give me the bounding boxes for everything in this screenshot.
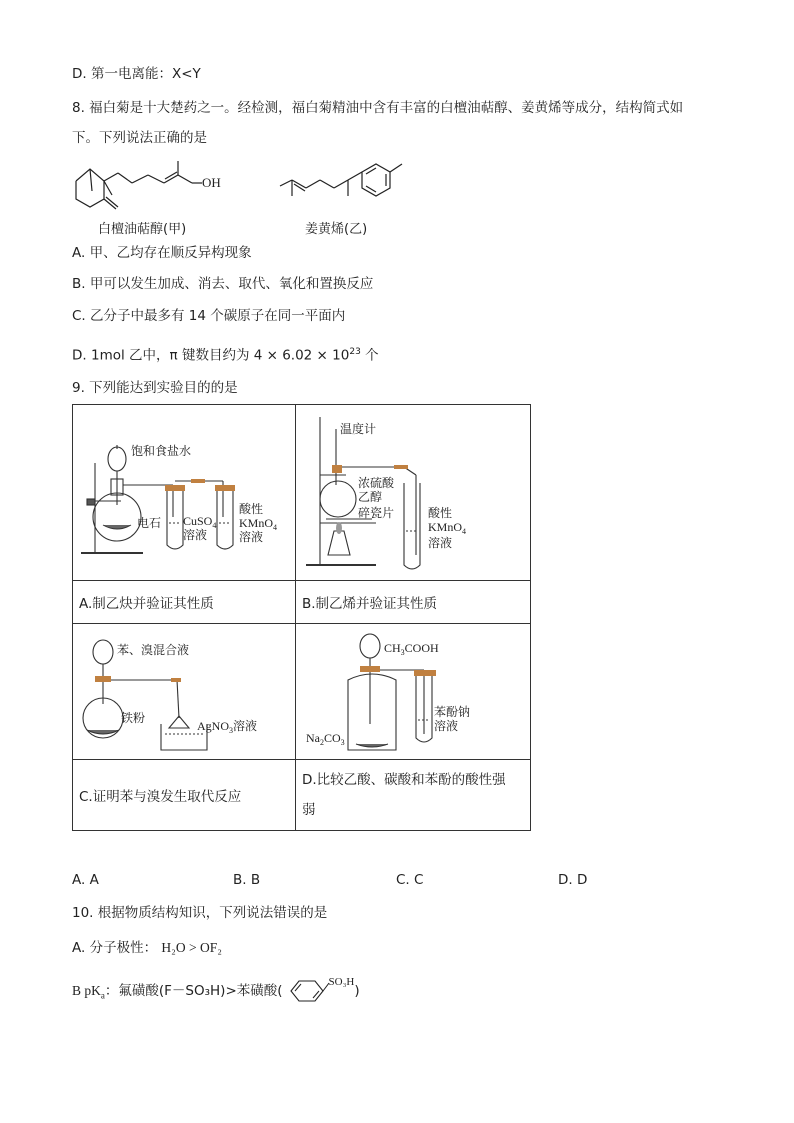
label-phenoxide: 苯酚钠 <box>434 705 471 719</box>
label-cuso4-solution: 溶液 <box>183 528 208 542</box>
structure-a-label: 白檀油萜醇(甲) <box>98 222 187 237</box>
q9-answer-b: B. B <box>233 872 261 888</box>
q10-option-b-text: ：氟磺酸(F－SO₃H)>苯磺酸( <box>104 983 283 999</box>
label-kmno4: KMnO$_4$ <box>239 516 278 532</box>
structure-a-oh: OH <box>202 175 221 190</box>
apparatus-c-diagram <box>73 624 295 759</box>
q9-answer-d: D. D <box>558 872 588 888</box>
apparatus-d-cell <box>296 624 531 760</box>
q10-option-b-so3h: SO₃H <box>328 976 355 988</box>
caption-d <box>296 760 531 831</box>
apparatus-b-diagram <box>296 405 530 580</box>
q7-option-d: D. 第一电离能：X<Y <box>72 66 201 82</box>
apparatus-a-diagram <box>73 405 295 580</box>
apparatus-b-cell <box>296 405 531 581</box>
label-kmno4-solution: 溶液 <box>239 530 264 544</box>
q8-option-b: B. 甲可以发生加成、消去、取代、氧化和置换反应 <box>72 276 374 292</box>
label-b-solution: 溶液 <box>428 536 453 550</box>
label-chips: 碎瓷片 <box>358 506 395 520</box>
caption-b: B.制乙烯并验证其性质 <box>296 581 531 624</box>
label-acidic: 酸性 <box>239 502 264 516</box>
q8-stem-line2: 下。下列说法正确的是 <box>72 130 207 146</box>
apparatus-c-cell <box>73 624 296 760</box>
label-h2so4: 浓硫酸 <box>358 476 395 490</box>
q8-option-d <box>72 342 379 366</box>
structure-b-label: 姜黄烯(乙) <box>305 222 368 237</box>
label-ethanol: 乙醇 <box>358 490 383 504</box>
q10-option-b-sub: a <box>100 990 105 1001</box>
label-b-kmno4: KMnO$_4$ <box>428 520 467 536</box>
label-carbide: 电石 <box>137 516 162 530</box>
apparatus-d-diagram <box>296 624 530 759</box>
label-acetic: $CH_3COOH$ <box>384 641 439 657</box>
q8-option-c: C. 乙分子中最多有 14 个碳原子在同一平面内 <box>72 308 346 324</box>
q9-answer-c: C. C <box>396 872 424 888</box>
q10-option-a-formula: H₂O > OF₂ <box>161 940 222 955</box>
q10-option-a-label: A. 分子极性： <box>72 940 158 956</box>
label-cuso4: CuSO$_4$ <box>183 514 217 530</box>
q8-option-d-exponent: 23 <box>349 347 361 357</box>
structure-b-diagram <box>278 150 408 210</box>
label-agno3: AgNO$_3$溶液 <box>197 719 258 735</box>
label-mix: 苯、溴混合液 <box>117 643 190 657</box>
caption-a: A.制乙炔并验证其性质 <box>73 581 296 624</box>
q10-option-b-close: ) <box>354 983 360 999</box>
q8-stem-line1: 8. 福白菊是十大楚药之一。经检测，福白菊精油中含有丰富的白檀油萜醇、姜黄烯等成分，结构简式如 <box>72 100 684 116</box>
caption-d-line2: 弱 <box>302 802 316 818</box>
apparatus-a-cell <box>73 405 296 581</box>
q8-option-d-text: D. 1mol 乙中，π 键数目约为 4 × 6.02 × 10 <box>72 347 350 364</box>
caption-d-line1: D.比较乙酸、碳酸和苯酚的酸性强 <box>302 772 506 788</box>
label-na2co3: $Na_2CO_3$ <box>306 731 345 747</box>
label-d-solution: 溶液 <box>434 719 459 733</box>
label-thermometer: 温度计 <box>340 422 377 436</box>
q9-answer-a: A. A <box>72 872 99 888</box>
q8-option-a: A. 甲、乙均存在顺反异构现象 <box>72 245 252 261</box>
q10-option-b-label: B pK <box>72 983 101 998</box>
q10-stem: 10. 根据物质结构知识，下列说法错误的是 <box>72 905 328 921</box>
q10-option-b <box>72 977 360 1006</box>
q9-stem: 9. 下列能达到实验目的的是 <box>72 380 238 396</box>
q10-option-a <box>72 938 222 958</box>
q8-option-d-unit: 个 <box>360 347 379 364</box>
q9-apparatus-table <box>72 404 531 831</box>
label-b-acidic: 酸性 <box>428 506 453 520</box>
caption-c: C.证明苯与溴发生取代反应 <box>73 760 296 831</box>
label-iron: 铁粉 <box>121 711 146 725</box>
benzene-ring-icon <box>283 977 329 1005</box>
label-brine: 饱和食盐水 <box>131 444 192 458</box>
